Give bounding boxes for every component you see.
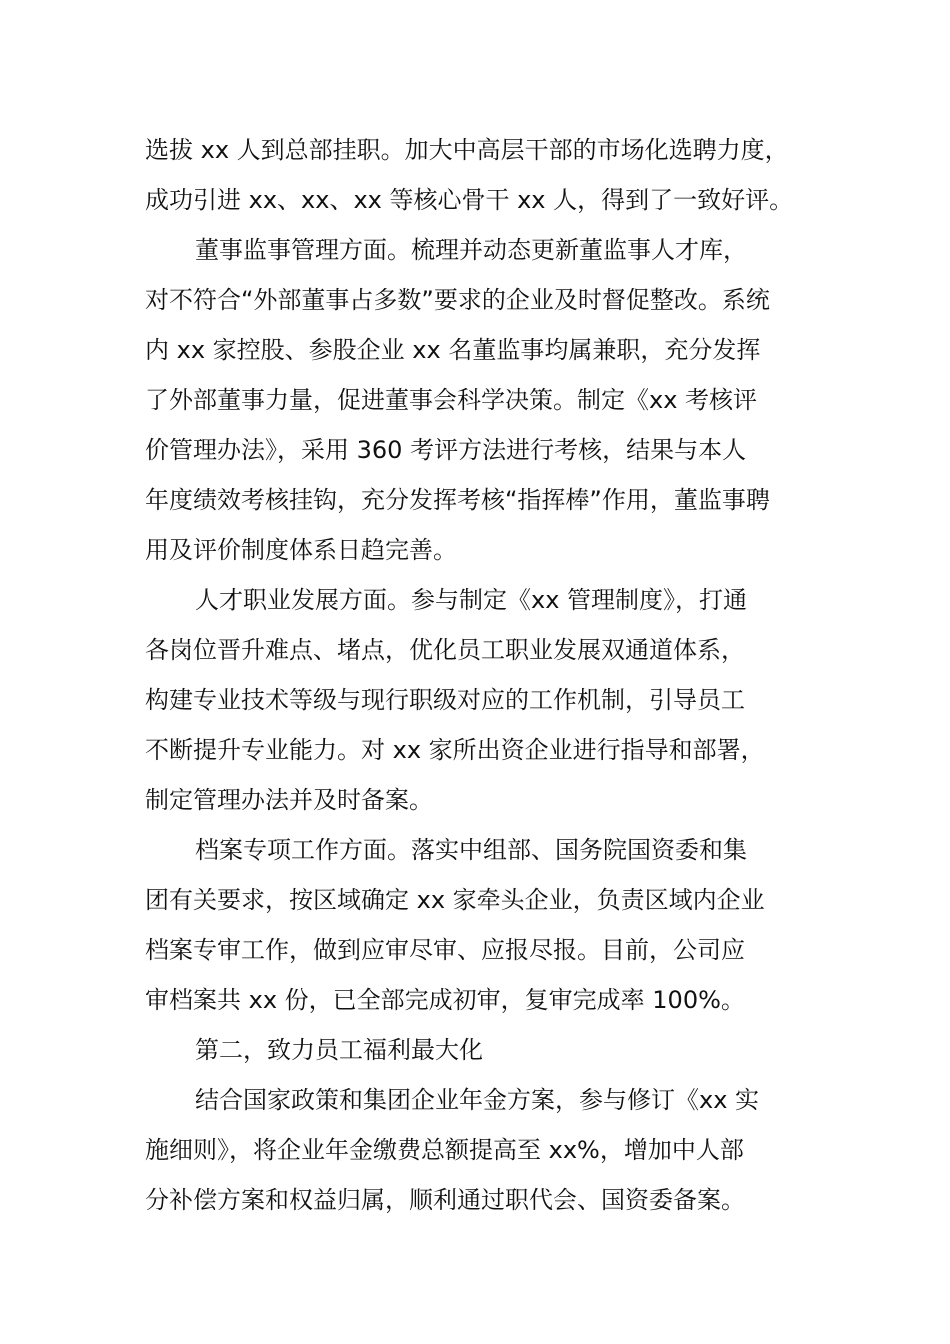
text-line: 分补偿方案和权益归属，顺利通过职代会、国资委备案。 <box>145 1186 745 1214</box>
body-text <box>145 125 835 1225</box>
text-line: 对不符合“外部董事占多数”要求的企业及时督促整改。系统 <box>145 286 770 314</box>
paragraph-start-archives: 档案专项工作方面。落实中组部、国务院国资委和集 <box>195 836 747 864</box>
text-line: 审档案共 xx 份，已全部完成初审，复审完成率 100%。 <box>145 986 745 1014</box>
text-line: 施细则》，将企业年金缴费总额提高至 xx%，增加中人部 <box>145 1136 744 1164</box>
text-line: 制定管理办法并及时备案。 <box>145 786 433 814</box>
paragraph-start-career-development: 人才职业发展方面。参与制定《xx 管理制度》，打通 <box>195 586 748 614</box>
text-line: 档案专审工作，做到应审尽审、应报尽报。目前，公司应 <box>145 936 745 964</box>
text-line: 选拔 xx 人到总部挂职。加大中高层干部的市场化选聘力度， <box>145 136 789 164</box>
text-line: 价管理办法》，采用 360 考评方法进行考核，结果与本人 <box>145 436 747 464</box>
text-line: 用及评价制度体系日趋完善。 <box>145 536 457 564</box>
text-line: 各岗位晋升难点、堵点，优化员工职业发展双通道体系， <box>145 636 745 664</box>
text-line: 不断提升专业能力。对 xx 家所出资企业进行指导和部署， <box>145 736 765 764</box>
paragraph-start-welfare: 结合国家政策和集团企业年金方案，参与修订《xx 实 <box>195 1086 760 1114</box>
text-line: 团有关要求，按区域确定 xx 家牵头企业，负责区域内企业 <box>145 886 765 914</box>
paragraph-start-board-management: 董事监事管理方面。梳理并动态更新董监事人才库， <box>195 236 747 264</box>
text-line: 构建专业技术等级与现行职级对应的工作机制，引导员工 <box>145 686 745 714</box>
text-line: 了外部董事力量，促进董事会科学决策。制定《xx 考核评 <box>145 386 758 414</box>
text-line: 成功引进 xx、xx、xx 等核心骨干 xx 人，得到了一致好评。 <box>145 186 794 214</box>
text-line: 年度绩效考核挂钩，充分发挥考核“指挥棒”作用，董监事聘 <box>145 486 770 514</box>
text-line: 内 xx 家控股、参股企业 xx 名董监事均属兼职，充分发挥 <box>145 336 761 364</box>
section-heading: 第二，致力员工福利最大化 <box>195 1036 483 1064</box>
